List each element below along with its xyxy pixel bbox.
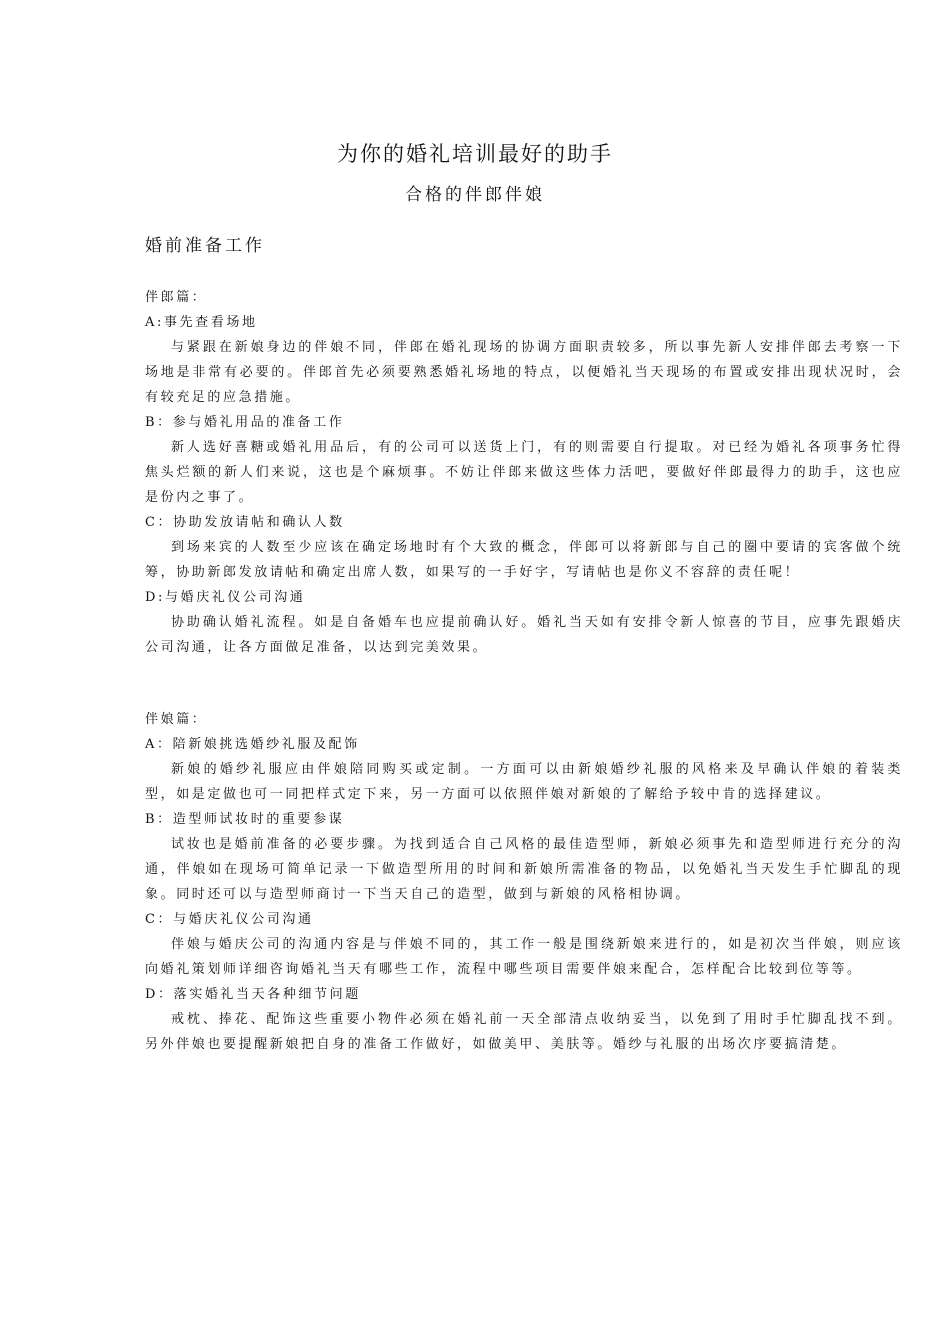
groom-item-label: B：参与婚礼用品的准备工作 <box>145 415 345 430</box>
groom-item-text: 到场来宾的人数至少应该在确定场地时有个大致的概念，伴郎可以将新郎与自己的圈中要请的宾客做个统筹，协助新郎发放请帖和确定出席人数，如果写的一手好字，写请帖也是你义不容辞的责任呢！ <box>145 540 903 580</box>
bride-item-label: C：与婚庆礼仪公司沟通 <box>145 912 314 927</box>
bride-item-text: 新娘的婚纱礼服应由伴娘陪同购买或定制。一方面可以由新娘婚纱礼服的风格来及早确认伴娘的着装类型，如是定做也可一同把样式定下来，另一方面可以依照伴娘对新娘的了解给予较中肯的选择建议。 <box>145 762 903 802</box>
groom-item-text: 与紧跟在新娘身边的伴娘不同，伴郎在婚礼现场的协调方面职责较多，所以事先新人安排伴郎去考察一下场地是非常有必要的。伴郎首先必须要熟悉婚礼场地的特点，以便婚礼当天现场的布置或安排出现状况时，会有较充足的应急措施。 <box>145 340 903 405</box>
bride-item-text: 试妆也是婚前准备的必要步骤。为找到适合自己风格的最佳造型师，新娘必须事先和造型师进行充分的沟通，伴娘如在现场可简单记录一下做造型所用的时间和新娘所需准备的物品，以免婚礼当天发生手忙脚乱的现象。同时还可以与造型师商讨一下当天自己的造型，做到与新娘的风格相协调。 <box>145 837 903 902</box>
bride-item-label: B：造型师试妆时的重要参谋 <box>145 812 345 827</box>
bride-section-label: 伴娘篇： <box>145 712 208 727</box>
bride-item-label: A：陪新娘挑选婚纱礼服及配饰 <box>145 737 360 752</box>
groom-section-label: 伴郎篇： <box>145 290 208 305</box>
groom-item-text: 协助确认婚礼流程。如是自备婚车也应提前确认好。婚礼当天如有安排令新人惊喜的节目，应事先跟婚庆公司沟通，让各方面做足准备，以达到完美效果。 <box>145 615 903 655</box>
section-heading: 婚前准备工作 <box>145 236 265 256</box>
groom-section <box>145 285 903 660</box>
document-subtitle: 合格的伴郎伴娘 <box>405 185 545 205</box>
bride-item-text: 戒枕、捧花、配饰这些重要小物件必须在婚礼前一天全部清点收纳妥当，以免到了用时手忙脚乱找不到。另外伴娘也要提醒新娘把自身的准备工作做好，如做美甲、美肤等。婚纱与礼服的出场次序要搞清楚。 <box>145 1012 903 1052</box>
groom-item-text: 新人选好喜糖或婚礼用品后，有的公司可以送货上门，有的则需要自行提取。对已经为婚礼各项事务忙得焦头烂额的新人们来说，这也是个麻烦事。不妨让伴郎来做这些体力活吧，要做好伴郎最得力的助手，这也应是份内之事了。 <box>145 440 903 505</box>
document-title: 为你的婚礼培训最好的助手 <box>337 142 613 166</box>
groom-item-label: D:与婚庆礼仪公司沟通 <box>145 590 306 605</box>
groom-item-label: C：协助发放请帖和确认人数 <box>145 515 345 530</box>
bride-section <box>145 707 903 1057</box>
bride-item-label: D：落实婚礼当天各种细节问题 <box>145 987 361 1002</box>
bride-item-text: 伴娘与婚庆公司的沟通内容是与伴娘不同的，其工作一般是围绕新娘来进行的，如是初次当伴娘，则应该向婚礼策划师详细咨询婚礼当天有哪些工作，流程中哪些项目需要伴娘来配合，怎样配合比较到位等等。 <box>145 937 903 977</box>
groom-item-label: A:事先查看场地 <box>145 315 258 330</box>
